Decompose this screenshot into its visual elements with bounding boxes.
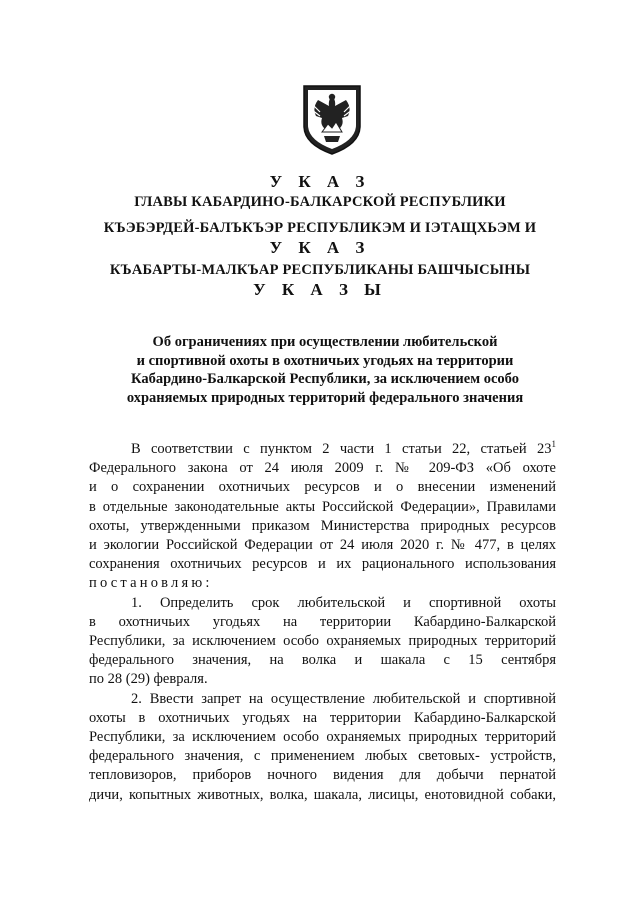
header-ukaz-3: У К А З Ы xyxy=(253,280,387,299)
title-line: и спортивной охоты в охотничьих угодьях на территории xyxy=(136,352,514,369)
body-line: охоты, утвержденными приказом Министерства природных ресурсов xyxy=(89,517,556,534)
header-line-balkar: КЪАБАРТЫ-МАЛКЪАР РЕСПУБЛИКАНЫ БАШЧЫСЫНЫ xyxy=(109,262,531,278)
preamble-paragraph xyxy=(89,440,556,594)
body-line: Республики, за исключением особо охраняемых природных территорий xyxy=(89,633,556,650)
body-line: тепловизоров, приборов ночного видения для добычи пернатой xyxy=(89,767,556,784)
body-line: и экологии Российской Федерации от 24 июля 2020 г. № 477, в целях xyxy=(89,537,556,554)
title-line: Об ограничениях при осуществлении любительской xyxy=(152,334,498,350)
decree-body xyxy=(89,440,556,805)
body-line: 2. Ввести запрет на осуществление любительской и спортивной xyxy=(131,690,556,707)
body-line: В соответствии с пунктом 2 части 1 статьи 22, статьей $23^1$ xyxy=(131,439,556,457)
body-line: федерального значения, на волка и шакала с 15 сентября xyxy=(89,652,556,669)
body-line: в отдельные законодательные акты Российской Федерации», Правилами xyxy=(89,498,556,515)
body-line: Федерального закона от 24 июля 2009 г. № 209-ФЗ «Об охоте xyxy=(89,460,556,477)
body-line: Республики, за исключением особо охраняемых природных территорий xyxy=(89,729,556,746)
body-line: сохранения охотничьих ресурсов и их рационального использования xyxy=(89,556,556,573)
header-line-russian: ГЛАВЫ КАБАРДИНО-БАЛКАРСКОЙ РЕСПУБЛИКИ xyxy=(134,194,506,210)
header-line-kabardian: КЪЭБЭРДЕЙ-БАЛЪКЪЭР РЕСПУБЛИКЭМ И IЭТАЩХЬЭМ И xyxy=(103,220,537,236)
body-line: охоты в охотничьих угодьях на территории Кабардино-Балкарской xyxy=(89,709,556,726)
coat-of-arms-icon xyxy=(298,82,366,156)
header-ukaz-1: У К А З xyxy=(269,172,371,191)
footnote-superscript: 1 xyxy=(551,439,556,450)
body-line: федерального значения, с применением любых световых- устройств, xyxy=(89,748,556,765)
decree-word: постановляю: xyxy=(89,575,213,592)
body-line: по 28 (29) февраля. xyxy=(89,671,208,688)
body-line: дичи, копытных животных, волка, шакала, лисицы, енотовидной собаки, xyxy=(89,786,556,803)
body-line: в охотничьих угодьях на территории Кабардино-Балкарской xyxy=(89,613,556,630)
item-2-paragraph xyxy=(89,690,556,805)
decree-title xyxy=(90,333,560,407)
title-line: охраняемых природных территорий федерального значения xyxy=(126,389,524,406)
body-line: 1. Определить срок любительской и спортивной охоты xyxy=(131,594,556,611)
header-ukaz-2: У К А З xyxy=(269,238,371,257)
item-1-paragraph xyxy=(89,594,556,690)
body-line: и о сохранении охотничьих ресурсов и о внесении изменений xyxy=(89,479,556,496)
title-line: Кабардино-Балкарской Республики, за исключением особо xyxy=(131,371,519,387)
